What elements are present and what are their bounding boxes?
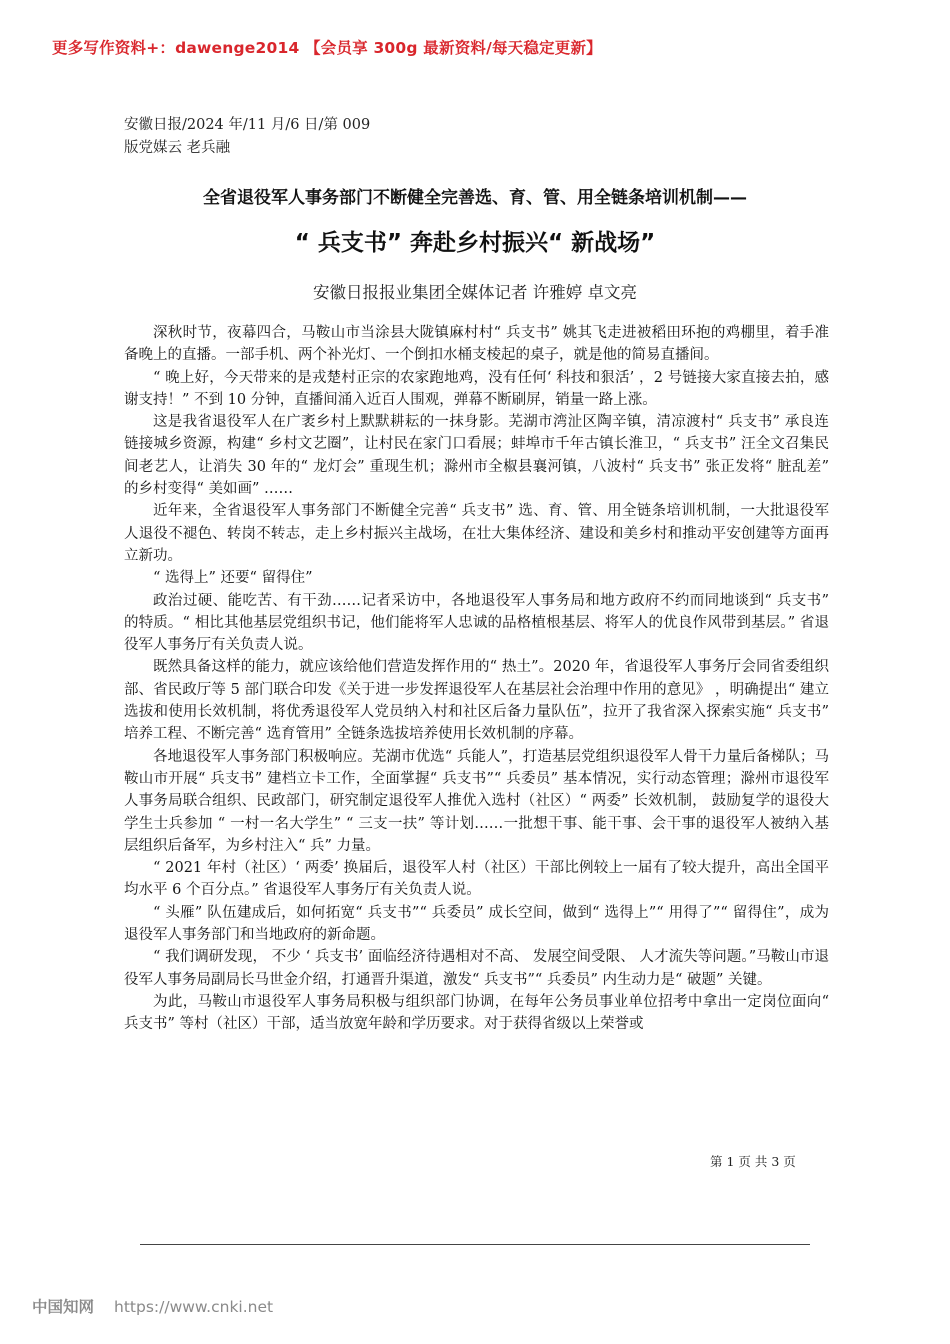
paragraph: “ 晚上好，今天带来的是戎楚村正宗的农家跑地鸡，没有任何‘ 科技和狠活’ ，2 号链接大家直接去拍，感谢支持！” 不到 10 分钟，直播间涌入近百人围观，弹幕不断刷屏，销量一路上涨。 (124, 369, 829, 408)
cnki-watermark (32, 1295, 273, 1317)
footer-divider (140, 1244, 810, 1245)
paragraph: 既然具备这样的能力，就应该给他们营造发挥作用的“ 热土”。2020 年，省退役军人事务厅会同省委组织部、省民政厅等 5 部门联合印发《关于进一步发挥退役军人在基层社会治理中作用的意见》 ，明确提出“ 建立选拔和使用长效机制，将优秀退役军人党员纳入村和社区后备力量队伍”，拉开了我省深入探索实施“ 兵支书” 培养工程、不断完善“ 选育管用” 全链条选拔培养使用长效机制的序幕。 (124, 659, 829, 743)
paragraph: 各地退役军人事务部门积极响应。芜湖市优选“ 兵能人”，打造基层党组织退役军人骨干力量后备梯队；马鞍山市开展“ 兵支书” 建档立卡工作，全面掌握“ 兵支书”“ 兵委员” 基本情况，实行动态管理；滁州市退役军人事务局联合组织、民政部门，研究制定退役军人推优入选村（社区）“ 两委” 长效机制， 鼓励复学的退役大学生士兵参加 “ 一村一名大学生” “ 三支一扶” 等计划……一批想干事、能干事、会干事的退役军人被纳入基层组织后备军，为乡村注入“ 兵” 力量。 (124, 748, 829, 854)
article-byline: 安徽日报报业集团全媒体记者 许雅婷 卓文亮 (313, 283, 637, 302)
paragraph: 政治过硬、能吃苦、有干劲……记者采访中，各地退役军人事务局和地方政府不约而同地谈到“ 兵支书” 的特质。“ 相比其他基层党组织书记，他们能将军人忠诚的品格植根基层、将军人的优良作风带到基层。” 省退役军人事务厅有关负责人说。 (124, 592, 829, 654)
paragraph: 深秋时节，夜幕四合，马鞍山市当涂县大陇镇麻村村“ 兵支书” 姚其飞走进被稻田环抱的鸡棚里，着手准备晚上的直播。一部手机、两个补光灯、一个倒扣水桶支棱起的桌子，就是他的简易直播间。 (124, 325, 829, 364)
article-body (124, 322, 829, 1036)
paragraph: 近年来，全省退役军人事务部门不断健全完善“ 兵支书” 选、育、管、用全链条培训机制，一大批退役军人退役不褪色、转岗不转志，走上乡村振兴主战场，在壮大集体经济、建设和美乡村和推动平安创建等方面再立新功。 (124, 503, 829, 564)
article-title: “ 兵支书” 奔赴乡村振兴“ 新战场” (294, 230, 656, 256)
paragraph: 这是我省退役军人在广袤乡村上默默耕耘的一抹身影。芜湖市湾沚区陶辛镇，清凉渡村“ 兵支书” 承良连链接城乡资源，构建“ 乡村文艺圈”，让村民在家门口看展；蚌埠市千年古镇长淮卫，“ 兵支书” 汪全文召集民间老艺人，让消失 30 年的“ 龙灯会” 重现生机；滁州市全椒县襄河镇，八波村“ 兵支书” 张正发将“ 脏乱差” 的乡村变得“ 美如画” …… (124, 414, 829, 498)
paragraph: “ 我们调研发现， 不少 ‘ 兵支书’ 面临经济待遇相对不高、 发展空间受限、 人才流失等问题。”马鞍山市退役军人事务局副局长马世金介绍，打通晋升渠道，激发“ 兵支书”“ 兵委员” 内生动力是“ 破题” 关键。 (124, 949, 829, 988)
article-subtitle: 全省退役军人事务部门不断健全完善选、育、管、用全链条培训机制—— (203, 188, 747, 208)
section-line: 版党媒云 老兵融 (124, 140, 231, 156)
publication-meta (124, 114, 370, 160)
paragraph: 为此，马鞍山市退役军人事务局积极与组织部门协调，在每年公务员事业单位招考中拿出一定岗位面向“ 兵支书” 等村（社区）干部，适当放宽年龄和学历要求。对于获得省级以上荣誉或 (124, 993, 829, 1033)
page-indicator: 第 1 页 共 3 页 (710, 1154, 796, 1169)
paragraph: “ 2021 年村（社区）‘ 两委’ 换届后，退役军人村（社区）干部比例较上一届有了较大提升，高出全国平均水平 6 个百分点。” 省退役军人事务厅有关负责人说。 (124, 860, 829, 899)
paragraph: “ 头雁” 队伍建成后，如何拓宽“ 兵支书”“ 兵委员” 成长空间，做到“ 选得上”“ 用得了”“ 留得住”，成为退役军人事务部门和当地政府的新命题。 (124, 904, 829, 944)
watermark-url: https://www.cnki.net (114, 1298, 274, 1316)
promo-banner: 更多写作资料+：dawenge2014 【会员享 300g 最新资料/每天稳定更新】 (52, 39, 602, 57)
watermark-brand: 中国知网 (32, 1298, 95, 1316)
section-heading: “ 选得上” 还要“ 留得住” (153, 570, 313, 587)
source-line: 安徽日报/2024 年/11 月/6 日/第 009 (124, 117, 371, 133)
